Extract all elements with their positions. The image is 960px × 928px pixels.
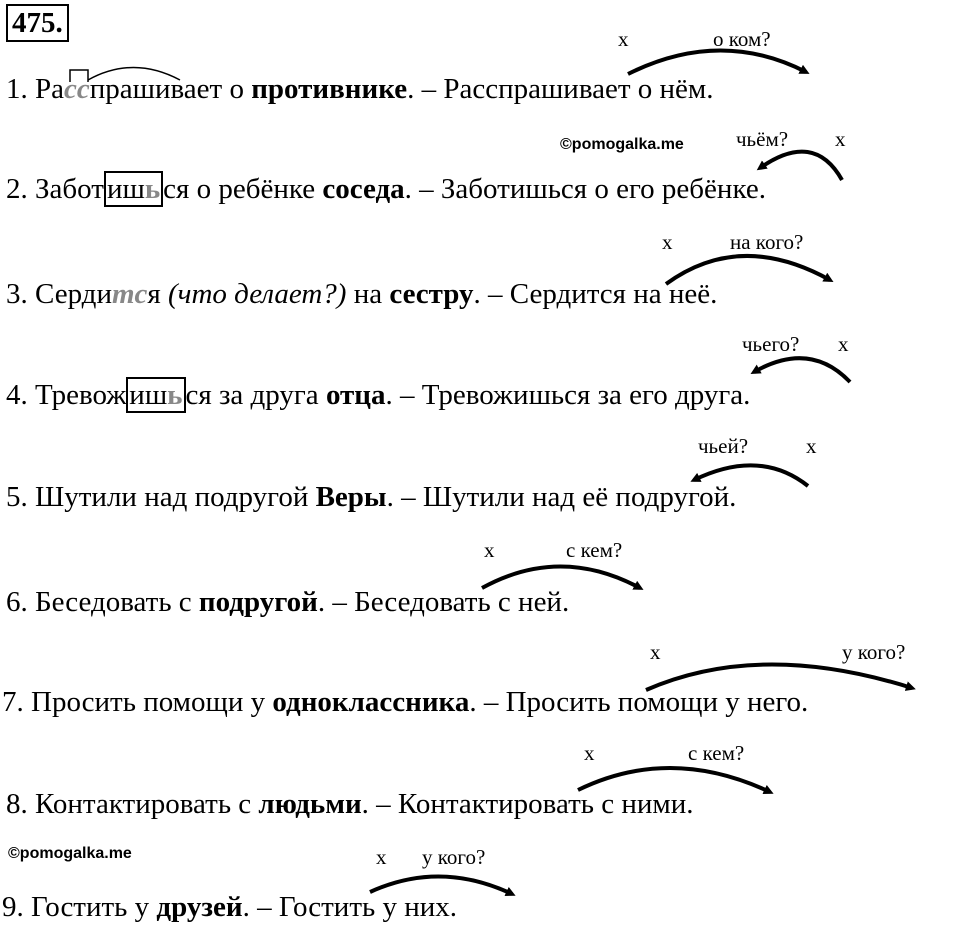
question-mark-x: х (806, 434, 817, 458)
question-note: (что делает?) (168, 278, 347, 310)
question-label: чьём? (736, 127, 789, 151)
sentence-number: 5. (6, 481, 35, 513)
key-word: друзей (156, 891, 243, 923)
text: . – Просить помощи у него. (469, 686, 809, 718)
sentence-7 (2, 685, 808, 719)
text: ся о ребёнке (163, 173, 323, 205)
key-word: подругой (198, 586, 318, 618)
sentence-number: 8. (6, 788, 35, 820)
text: Тревож (35, 379, 127, 411)
text: Забот (35, 173, 104, 205)
sentence-6 (6, 585, 569, 619)
sentence-number: 2. (6, 173, 35, 205)
question-mark-x: х (584, 741, 595, 765)
question-mark-x: х (376, 845, 387, 869)
sentence-number: 9. (2, 891, 31, 923)
text: Контактировать с (35, 788, 259, 820)
text: ся за друга (185, 379, 326, 411)
key-word: одноклассника (272, 686, 470, 718)
key-word: сестру (389, 278, 474, 310)
sentence-3 (6, 277, 717, 311)
question-mark-x: х (835, 127, 846, 151)
question-label: у кого? (422, 845, 486, 869)
text: на (346, 278, 390, 310)
question-mark-x: х (662, 230, 673, 254)
underlined-letters: иш (129, 379, 168, 411)
sentence-9 (2, 890, 457, 924)
question-label: с кем? (688, 741, 745, 765)
sentence-number: 4. (6, 379, 35, 411)
text: . – Гостить у них. (242, 891, 458, 923)
question-mark-x: х (484, 538, 495, 562)
question-label: о ком? (713, 27, 771, 51)
text: Гостить у (31, 891, 157, 923)
exercise-number: 475. (6, 4, 69, 42)
ending-box (104, 171, 163, 207)
sentence-8 (6, 787, 694, 821)
watermark: ©pomogalka.me (8, 845, 132, 862)
ending-letters: тс (111, 278, 148, 310)
text: прашивает о (89, 73, 252, 105)
arrow-1 (628, 50, 806, 74)
text: Просить помощи у (31, 686, 273, 718)
key-word: соседа (322, 173, 405, 205)
text: . – Шутили над её подругой. (386, 481, 737, 513)
text: я (147, 278, 168, 310)
question-mark-x: х (838, 332, 849, 356)
soft-sign: ь (167, 379, 183, 411)
sentence-number: 6. (6, 586, 35, 618)
question-label: с кем? (566, 538, 623, 562)
question-label: чьей? (698, 434, 749, 458)
text: . – Расспрашивает о нём. (407, 73, 714, 105)
question-label: у кого? (842, 640, 906, 664)
underlined-letter: ш (122, 173, 145, 205)
question-label: чьего? (742, 332, 800, 356)
text: . – Контактировать с ними. (361, 788, 694, 820)
soft-sign: ь (144, 173, 161, 205)
key-word: Веры (315, 481, 387, 513)
arrow-4 (754, 358, 850, 382)
ending-box (126, 377, 185, 413)
prefix-letters: сс (64, 73, 90, 105)
key-word: отца (325, 379, 386, 411)
sentence-4 (6, 378, 750, 412)
watermark: ©pomogalka.me (560, 136, 684, 153)
arrow-2 (760, 152, 842, 180)
question-mark-x: х (650, 640, 661, 664)
key-word: противнике (251, 73, 408, 105)
sentence-2 (6, 172, 766, 206)
sentence-number: 7. (2, 686, 31, 718)
text: Шутили над подругой (35, 481, 316, 513)
sentence-number: 1. (6, 73, 35, 105)
sentence-number: 3. (6, 278, 35, 310)
text: Беседовать с (35, 586, 199, 618)
text: . – Сердится на неё. (473, 278, 718, 310)
sentence-1 (6, 72, 714, 106)
text: . – Тревожишься за его друга. (385, 379, 751, 411)
text: . – Беседовать с ней. (317, 586, 570, 618)
question-mark-x: х (618, 27, 629, 51)
text: Ра (35, 73, 64, 105)
ending-letter: и (106, 173, 123, 205)
sentence-5 (6, 480, 736, 514)
text: . – Заботишься о его ребёнке. (404, 173, 766, 205)
text: Серди (35, 278, 112, 310)
key-word: людьми (258, 788, 362, 820)
question-label: на кого? (730, 230, 804, 254)
